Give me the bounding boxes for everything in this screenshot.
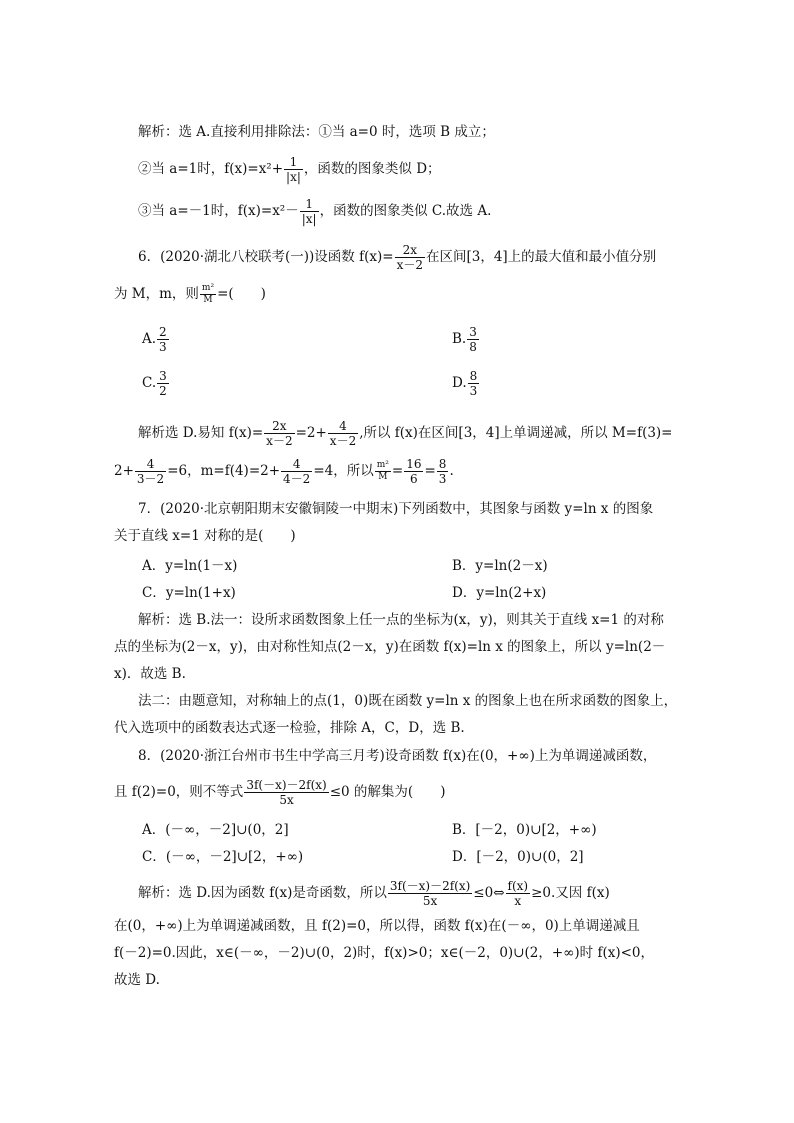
q5-analysis-line3 bbox=[138, 198, 680, 225]
q7-option-b[interactable] bbox=[452, 554, 548, 574]
q8-solution-line2 bbox=[114, 916, 680, 936]
fraction-numerator: f(x) bbox=[507, 879, 529, 893]
q7-solution-line3 bbox=[114, 664, 680, 684]
q8-sol3: f(－2)=0.因此，x∈(－∞，－2)∪(0，2)时，f(x)>0；x∈(－2，0)∪(2，+∞)时 f(x)<0， bbox=[114, 945, 654, 961]
q8-stem2-fraction bbox=[244, 779, 328, 806]
q7-sol5: 代入选项中的函数表达式逐一检验，排除 A，C，D，选 B. bbox=[114, 720, 465, 736]
fraction-denominator: x－2 bbox=[396, 258, 423, 272]
fraction-denominator: M bbox=[203, 295, 213, 305]
q7-solution-line2 bbox=[114, 637, 680, 657]
q8-stem-line1 bbox=[138, 746, 680, 766]
q8-option-b[interactable] bbox=[452, 818, 597, 838]
q8-solution-line3 bbox=[114, 943, 680, 963]
q6-sol2-mid2: =4，所以 bbox=[313, 463, 374, 479]
q5-case3-post: ，函数的图象类似 C.故选 A. bbox=[319, 203, 492, 219]
q8-sol2: 在(0，+∞)上为单调递减函数，且 f(2)=0，所以得，函数 f(x)在(－∞，0)上单调递减且 bbox=[114, 918, 640, 934]
option-text: D．[－2，0)∪(0，2] bbox=[452, 849, 584, 865]
q6-stem-line1 bbox=[138, 244, 680, 271]
option-text: A．(－∞，－2]∪(0，2] bbox=[142, 822, 289, 838]
q7-sol2: 点的坐标为(2－x，y)，由对称性知点(2－x，y)在函数 f(x)=ln x 的图象上，所以 y=ln(2－ bbox=[114, 639, 666, 655]
q6-sol1-mid: =2+ bbox=[295, 425, 327, 441]
fraction-denominator: M bbox=[378, 472, 388, 482]
q6-sol2-fraction4 bbox=[404, 458, 423, 485]
q6-sol2-fraction3 bbox=[375, 461, 391, 482]
q6-sol1-fraction1 bbox=[264, 420, 294, 447]
q8-sol1-mid: ≤0⇔ bbox=[473, 885, 505, 901]
fraction-numerator: 2 bbox=[159, 325, 167, 339]
q6-sol2-mid: =6，m=f(4)=2+ bbox=[167, 463, 281, 479]
fraction-denominator: x－2 bbox=[329, 434, 357, 448]
option-text: D．y=ln(2+x) bbox=[452, 585, 547, 601]
fraction-numerator: 4 bbox=[135, 458, 166, 472]
option-label: D. bbox=[452, 375, 467, 391]
q6-option-b[interactable] bbox=[452, 326, 480, 353]
option-text: B．y=ln(2－x) bbox=[452, 558, 548, 574]
q6-sol2-eq2: = bbox=[424, 463, 436, 479]
q5-case2-pre: ②当 a=1时，f(x)=x²+ bbox=[138, 161, 284, 177]
q6-sol2-fraction5 bbox=[437, 458, 449, 485]
option-label: C. bbox=[142, 375, 157, 391]
q7-solution-line1 bbox=[138, 610, 680, 630]
fraction-numerator: 3 bbox=[469, 325, 477, 339]
q5-analysis-line2 bbox=[138, 156, 680, 183]
q7-option-a[interactable] bbox=[142, 554, 237, 574]
fraction-denominator: 3 bbox=[469, 384, 478, 398]
fraction-denominator: 3 bbox=[159, 340, 167, 354]
option-fraction bbox=[467, 326, 479, 353]
q8-sol1-pre: 解析：选 D.因为函数 f(x)是奇函数，所以 bbox=[138, 885, 387, 901]
option-text: A．y=ln(1－x) bbox=[142, 558, 238, 574]
fraction-denominator: |x| bbox=[301, 212, 317, 226]
q5-analysis-text: 解析：选 A.直接利用排除法：①当 a=0 时，选项 B 成立； bbox=[138, 124, 495, 140]
q6-option-d[interactable] bbox=[452, 370, 480, 397]
q8-solution-line1 bbox=[138, 880, 680, 907]
fraction-numerator: m² bbox=[201, 283, 215, 293]
q8-stem1: 8．(2020·浙江台州市书生中学高三月考)设奇函数 f(x)在(0，+∞)上为单调递减函数， bbox=[138, 748, 657, 764]
fraction-denominator: 2 bbox=[159, 384, 167, 398]
fraction-numerator: 2x bbox=[395, 244, 425, 258]
fraction-numerator: 1 bbox=[300, 198, 319, 212]
q6-sol1-pre: 解析选 D.易知 f(x)= bbox=[138, 425, 264, 441]
fraction-numerator: 4 bbox=[328, 420, 358, 434]
option-text: C．(－∞，－2]∪[2，+∞) bbox=[142, 849, 304, 865]
q6-stem-line2 bbox=[114, 284, 680, 305]
q5-case3-fraction bbox=[300, 198, 319, 225]
q5-case3-pre: ③当 a=－1时，f(x)=x²－ bbox=[138, 203, 299, 219]
fraction-denominator: 3－2 bbox=[136, 472, 165, 486]
fraction-denominator: x－2 bbox=[266, 434, 293, 448]
q8-sol4: 故选 D. bbox=[114, 972, 160, 988]
fraction-denominator: x bbox=[514, 894, 522, 908]
q6-sol2-fraction1 bbox=[135, 458, 166, 485]
fraction-numerator: 3f(－x)－2f(x) bbox=[246, 778, 327, 792]
q7-sol3: x)．故选 B. bbox=[114, 666, 186, 682]
q8-sol1-fraction1 bbox=[388, 880, 472, 907]
q8-option-c[interactable] bbox=[142, 845, 303, 865]
q8-stem2-pre: 且 f(2)=0，则不等式 bbox=[114, 784, 244, 800]
q8-option-a[interactable] bbox=[142, 818, 289, 838]
q5-analysis-line1 bbox=[138, 122, 680, 142]
fraction-denominator: |x| bbox=[286, 170, 301, 184]
q6-stem2-fraction bbox=[200, 284, 216, 305]
q8-sol1-fraction2 bbox=[506, 880, 531, 907]
q8-stem-line2 bbox=[114, 779, 680, 806]
fraction-denominator: 5x bbox=[422, 894, 438, 908]
fraction-denominator: 3 bbox=[438, 472, 447, 486]
fraction-numerator: 8 bbox=[438, 457, 447, 471]
q6-stem2-pre: 为 M，m，则 bbox=[114, 286, 199, 302]
fraction-denominator: 5x bbox=[279, 793, 294, 807]
q6-stem-fraction bbox=[395, 244, 425, 271]
q6-stem-post: 在区间[3，4]上的最大值和最小值分别 bbox=[425, 249, 657, 265]
q8-option-d[interactable] bbox=[452, 845, 584, 865]
fraction-numerator: 2x bbox=[264, 420, 294, 434]
q8-solution-line4 bbox=[114, 970, 680, 990]
option-text: B．[－2，0)∪[2，+∞) bbox=[452, 822, 597, 838]
fraction-numerator: 3f(－x)－2f(x) bbox=[389, 879, 471, 893]
q6-solution-line2 bbox=[114, 458, 680, 485]
option-label: A. bbox=[142, 331, 157, 347]
q7-stem-line2 bbox=[114, 526, 680, 546]
q6-solution-line1 bbox=[138, 420, 680, 447]
fraction-numerator: 3 bbox=[159, 369, 167, 383]
fraction-numerator: 1 bbox=[284, 156, 303, 170]
q7-option-c[interactable] bbox=[142, 581, 236, 601]
fraction-numerator: m² bbox=[376, 460, 389, 470]
q7-sol4: 法二：由题意知，对称轴上的点(1，0)既在函数 y=ln x 的图象上也在所求函数的图象上， bbox=[138, 693, 678, 709]
q6-option-a[interactable] bbox=[142, 326, 170, 353]
q7-stem1: 7．(2020·北京朝阳期末安徽铜陵一中期末)下列函数中，其图象与函数 y=ln x 的图象 bbox=[138, 501, 654, 517]
option-fraction bbox=[468, 370, 480, 397]
option-text: C．y=ln(1+x) bbox=[142, 585, 236, 601]
q7-option-d[interactable] bbox=[452, 581, 546, 601]
fraction-numerator: 8 bbox=[469, 369, 478, 383]
q6-sol1-fraction2 bbox=[328, 420, 358, 447]
q8-sol1-post: ≥0.又因 f(x) bbox=[531, 885, 610, 901]
q6-sol2-end: . bbox=[449, 463, 454, 479]
q8-stem2-post: ≤0 的解集为( ) bbox=[329, 784, 446, 800]
q6-stem2-post: =( ) bbox=[217, 286, 266, 302]
q6-sol2-pre: 2+ bbox=[114, 463, 134, 479]
q7-sol1: 解析：选 B.法一：设所求函数图象上任一点的坐标为(x，y)，则其关于直线 x=1 的对称 bbox=[138, 612, 664, 628]
q6-stem-pre: 6．(2020·湖北八校联考(一))设函数 f(x)= bbox=[138, 249, 394, 265]
fraction-numerator: 4 bbox=[281, 458, 312, 472]
option-label: B. bbox=[452, 331, 467, 347]
q6-sol1-post: ,所以 f(x)在区间[3，4]上单调递减，所以 M=f(3)= bbox=[359, 425, 673, 441]
q6-sol2-eq: = bbox=[391, 463, 404, 479]
fraction-denominator: 6 bbox=[410, 472, 418, 486]
q7-stem-line1 bbox=[138, 499, 680, 519]
q7-solution-line5 bbox=[114, 718, 680, 738]
q6-option-c[interactable] bbox=[142, 370, 170, 397]
q5-case2-post: ，函数的图象类似 D； bbox=[303, 161, 441, 177]
fraction-denominator: 4－2 bbox=[283, 472, 311, 486]
q6-sol2-fraction2 bbox=[281, 458, 312, 485]
option-fraction bbox=[157, 326, 169, 353]
q7-stem2: 关于直线 x=1 对称的是( ) bbox=[114, 528, 296, 544]
q7-solution-line4 bbox=[138, 691, 680, 711]
fraction-numerator: 16 bbox=[406, 457, 422, 471]
fraction-denominator: 8 bbox=[469, 340, 477, 354]
q5-case2-fraction bbox=[284, 156, 303, 183]
option-fraction bbox=[157, 370, 169, 397]
